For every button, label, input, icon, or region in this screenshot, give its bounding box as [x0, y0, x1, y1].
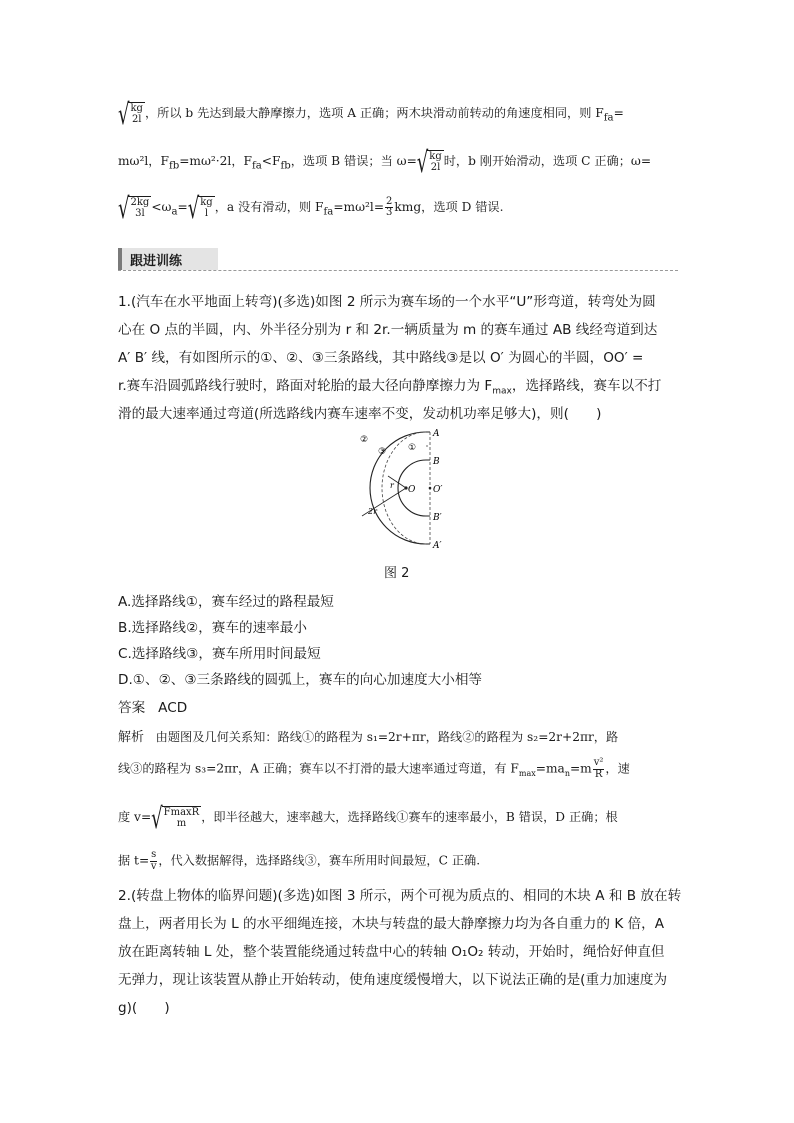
analysis-text: 据 t= [118, 853, 150, 868]
solution-text: ，所以 b 先达到最大静摩擦力，选项 A 正确；两木块滑动前转动的角速度相同，则 F [144, 106, 604, 120]
sqrt-den: l [204, 208, 209, 219]
solution-text: ，选项 B 错误；当 ω= [290, 154, 417, 168]
option-b: B.选择路线②，赛车的速率最小 [118, 620, 307, 636]
analysis-line-2 [118, 758, 678, 780]
analysis-text: ，即半径越大，速率越大，选择路线①赛车的速率最小，B 错误，D 正确；根 [201, 810, 618, 824]
option-a: A.选择路线①，赛车经过的路程最短 [118, 594, 334, 610]
sqrt-num: FmaxR [163, 807, 200, 818]
q1-text: r.赛车沿圆弧路线行驶时，路面对轮胎的最大径向静摩擦力为 F [118, 378, 493, 394]
option-c: C.选择路线③，赛车所用时间最短 [118, 646, 321, 662]
solution-text: <ω [151, 200, 172, 214]
subscript: fb [168, 160, 180, 172]
section-title: 跟进训练 [130, 253, 183, 269]
analysis-line-3 [118, 802, 678, 836]
answer-value: ACD [158, 700, 188, 716]
fraction-2-3 [385, 197, 393, 219]
analysis-text: =ma [535, 761, 565, 776]
label-route-2: ② [360, 435, 369, 445]
solution-text: <F [261, 154, 281, 168]
analysis-line-1 [118, 726, 678, 745]
analysis-text: 由题图及几何关系知：路线①的路程为 s₁=2r+πr，路线②的路程为 s₂=2r+2πr，路 [155, 730, 619, 744]
figure-2-track-diagram [340, 428, 460, 552]
subscript: fb [280, 160, 291, 172]
label-A: A [433, 429, 440, 439]
label-Op: O′ [433, 485, 443, 495]
analysis-text: 度 v= [118, 810, 152, 824]
label-2r: 2r [368, 507, 377, 516]
solution-line-3 [118, 192, 678, 226]
solution-text: mω²l，F [118, 154, 169, 168]
solution-text: 时，b 刚开始滑动，选项 C 正确；ω= [443, 154, 652, 168]
section-divider [118, 270, 678, 271]
analysis-text: =m [569, 761, 592, 776]
frac-den: 3 [386, 207, 393, 218]
label-O: O [408, 485, 416, 495]
sqrt-num: kg [429, 151, 442, 162]
solution-line-2 [118, 146, 678, 180]
sqrt-den: 2l [430, 162, 441, 173]
fraction-s-v [150, 850, 157, 872]
subscript: fa [323, 206, 334, 218]
analysis-text: ，代入数据解得，选择路线③，赛车所用时间最短，C 正确. [158, 853, 481, 868]
fraction-v2-R [593, 758, 605, 780]
sqrt-num: kg [200, 197, 213, 208]
solution-text: kmg，选项 D 错误. [394, 200, 504, 214]
sqrt-den: 2l [131, 114, 142, 125]
q2-line: 放在距离转轴 L 处，整个装置能绕通过转盘中心的转轴 O₁O₂ 转动，开始时，绳恰好伸直但 [118, 944, 665, 960]
label-B: B [433, 457, 440, 467]
sqrt-den: m [176, 818, 187, 829]
analysis-line-4 [118, 850, 678, 872]
q2-line: g)( ) [118, 1000, 170, 1016]
sqrt-2kg-3l: √ 2kg 3l [118, 192, 150, 226]
q2-line: 盘上，两者用长为 L 的水平细绳连接，木块与转盘的最大静摩擦力均为各自重力的 K 倍，A [118, 916, 665, 932]
solution-text: ，a 没有滑动，则 F [214, 200, 324, 214]
solution-text: = [177, 200, 188, 214]
frac-num: 2 [386, 195, 393, 207]
center-Op [429, 487, 432, 490]
sqrt-kg-2l: √ kg 2l [118, 98, 143, 132]
label-Bp: B′ [433, 513, 442, 523]
subscript: fa [251, 160, 262, 172]
sqrt-kg-2l: √ kg 2l [416, 146, 442, 180]
q2-line: 2.(转盘上物体的临界问题)(多选)如图 3 所示，两个可视为质点的、相同的木块 A 和 B 放在转 [118, 888, 682, 904]
q1-line: 心在 O 点的半圆，内、外半径分别为 r 和 2r.一辆质量为 m 的赛车通过 AB 线经弯道到达 [118, 322, 658, 338]
label-route-3: ③ [378, 447, 387, 457]
sqrt-fmax-r-m: √ FmaxR m [151, 802, 200, 836]
analysis-text: ，速 [605, 761, 630, 776]
q1-line [118, 374, 678, 397]
label-Ap: A′ [433, 541, 442, 551]
section-header [118, 248, 218, 270]
label-r: r [390, 481, 394, 490]
solution-line-1 [118, 98, 678, 132]
analysis-label: 解析 [118, 730, 145, 745]
q2-line: 无弹力，现让该装置从静止开始转动，使角速度缓慢增大，以下说法正确的是(重力加速度为 [118, 972, 668, 988]
subscript: max [492, 386, 512, 397]
sqrt-den: 3l [135, 208, 145, 219]
analysis-text: 线③的路程为 s₃=2πr，A 正确；赛车以不打滑的最大速率通过弯道，有 F [118, 761, 519, 776]
sqrt-num: 2kg [130, 197, 150, 208]
subscript: fa [603, 112, 614, 124]
subscript: n [564, 768, 570, 778]
q1-line: 1.(汽车在水平地面上转弯)(多选)如图 2 所示为赛车场的一个水平“U”形弯道，转弯处为圆 [118, 294, 656, 310]
answer-line [118, 696, 678, 716]
q1-line: A′ B′ 线，有如图所示的①、②、③三条路线，其中路线③是以 O′ 为圆心的半圆，OO′ = [118, 350, 644, 366]
label-route-1: ① [408, 443, 417, 453]
frac-num: s [151, 849, 157, 860]
option-d: D.①、②、③三条路线的圆弧上，赛车的向心加速度大小相等 [118, 672, 483, 688]
route-3-arc [382, 432, 426, 544]
frac-den: R [594, 768, 603, 780]
q1-text: ，选择路线，赛车以不打 [511, 378, 662, 394]
answer-label: 答案 [118, 700, 146, 716]
subscript: max [518, 768, 536, 778]
figure-caption: 图 2 [384, 566, 410, 581]
subscript: a [171, 206, 178, 218]
solution-text: =mω²l= [333, 200, 385, 214]
frac-num: v² [593, 757, 604, 768]
sqrt-num: kg [130, 103, 143, 114]
solution-text: =mω²·2l，F [179, 154, 252, 168]
q1-line: 滑的最大速率通过弯道(所选路线内赛车速率不变，发动机功率足够大)，则( ) [118, 406, 602, 422]
solution-text: = [613, 106, 624, 120]
frac-den: v [150, 860, 157, 872]
sqrt-kg-l: √ kg l [187, 192, 213, 226]
